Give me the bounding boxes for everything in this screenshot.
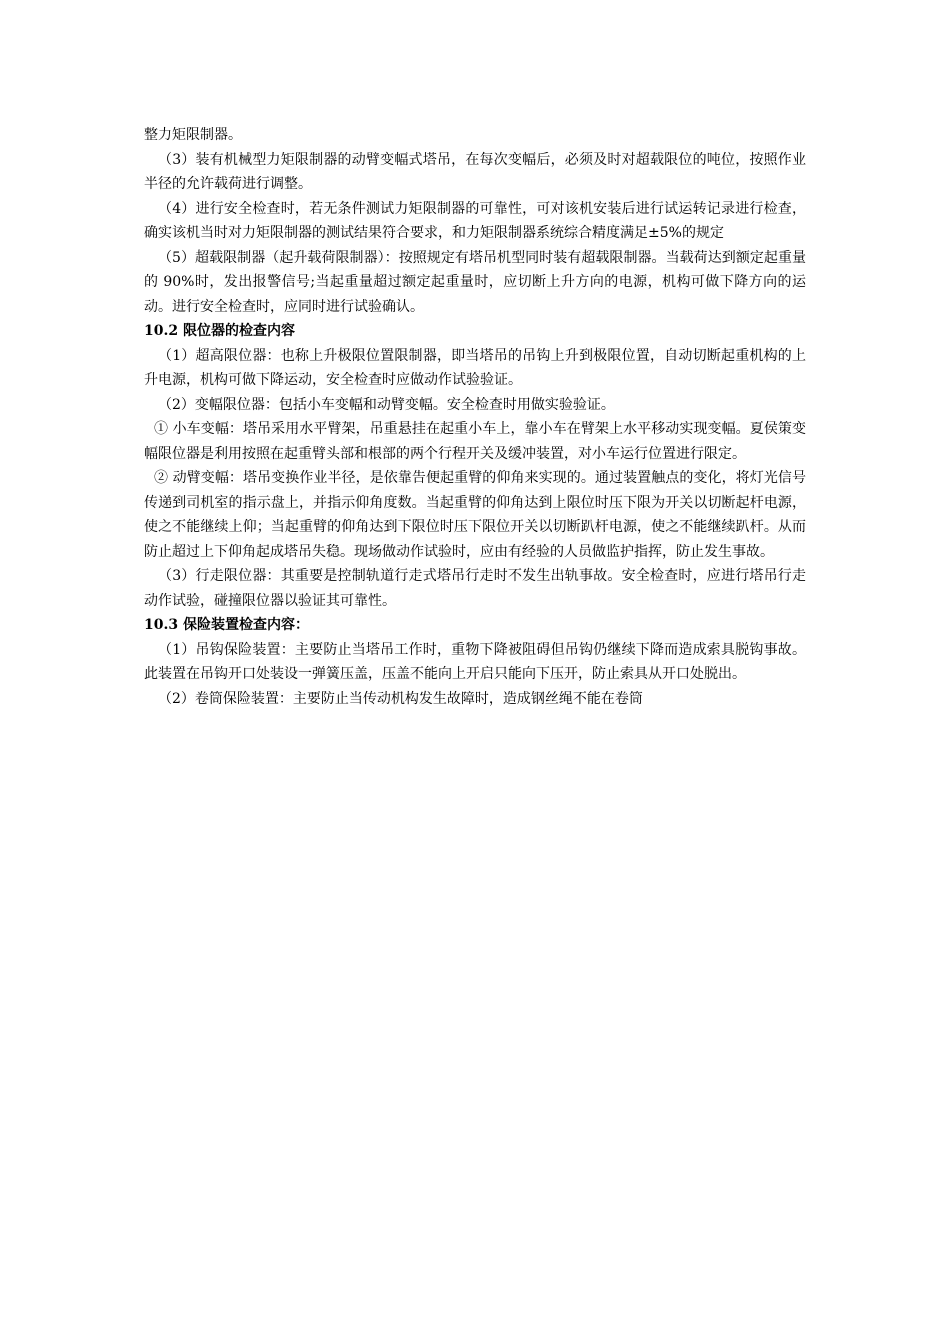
paragraph-item-4: （4）进行安全检查时，若无条件测试力矩限制器的可靠性，可对该机安装后进行试运转记录进行检查，确实该机当时对力矩限制器的测试结果符合要求，和力矩限制器系统综合精度满足±5%的规定: [144, 200, 806, 241]
section-heading-10-2: 10.2 限位器的检查内容: [144, 323, 295, 339]
paragraph-drum-safety: （2）卷筒保险装置：主要防止当传动机构发生故障时，造成钢丝绳不能在卷筒: [158, 690, 643, 707]
paragraph-item-3: （3）装有机械型力矩限制器的动臂变幅式塔吊，在每次变幅后，必须及时对超载限位的吨位，按照作业半径的允许载荷进行调整。: [144, 151, 806, 192]
paragraph-continuation: 整力矩限制器。: [144, 127, 242, 143]
paragraph-height-limiter: （1）超高限位器：也称上升极限位置限制器，即当塔吊的吊钩上升到极限位置，自动切断起重机构的上升电源，机构可做下降运动，安全检查时应做动作试验验证。: [144, 347, 806, 388]
paragraph-luffing-limiter: （2）变幅限位器：包括小车变幅和动臂变幅。安全检查时用做实验验证。: [158, 396, 615, 413]
paragraph-trolley-luffing: ① 小车变幅：塔吊采用水平臂架，吊重悬挂在起重小车上，靠小车在臂架上水平移动实现变幅。夏侯策变幅限位器是利用按照在起重臂头部和根部的两个行程开关及缓冲装置，对小车运行位置进行限定。: [144, 421, 806, 462]
section-heading-10-3: 10.3 保险装置检查内容：: [144, 617, 309, 633]
document-page: [144, 123, 806, 711]
paragraph-travel-limiter: （3）行走限位器：其重要是控制轨道行走式塔吊行走时不发生出轨事故。安全检查时，应进行塔吊行走动作试验，碰撞限位器以验证其可靠性。: [144, 568, 806, 609]
paragraph-boom-luffing: ② 动臂变幅：塔吊变换作业半径，是依靠告便起重臂的仰角来实现的。通过装置触点的变化，将灯光信号传递到司机室的指示盘上，并指示仰角度数。当起重臂的仰角达到上限位时压下限为开关以切断起杆电源，使之不能继续上仰；当起重臂的仰角达到下限位时压下限位开关以切断趴杆电源，使之不能继续趴杆。从而防止超过上下仰角起成塔吊失稳。现场做动作试验时，应由有经验的人员做监护指挥，防止发生事故。: [144, 470, 806, 560]
paragraph-item-5: （5）超载限制器（起升载荷限制器）：按照规定有塔吊机型同时装有超载限制器。当载荷达到额定起重量的 90%时，发出报警信号;当起重量超过额定起重量时，应切断上升方向的电源，机构可做下降方向的运动。进行安全检查时，应同时进行试验确认。: [144, 249, 806, 315]
paragraph-hook-safety: （1）吊钩保险装置：主要防止当塔吊工作时，重物下降被阻碍但吊钩仍继续下降而造成索具脱钩事故。此装置在吊钩开口处装设一弹簧压盖，压盖不能向上开启只能向下压开，防止索具从开口处脱出。: [144, 641, 806, 682]
